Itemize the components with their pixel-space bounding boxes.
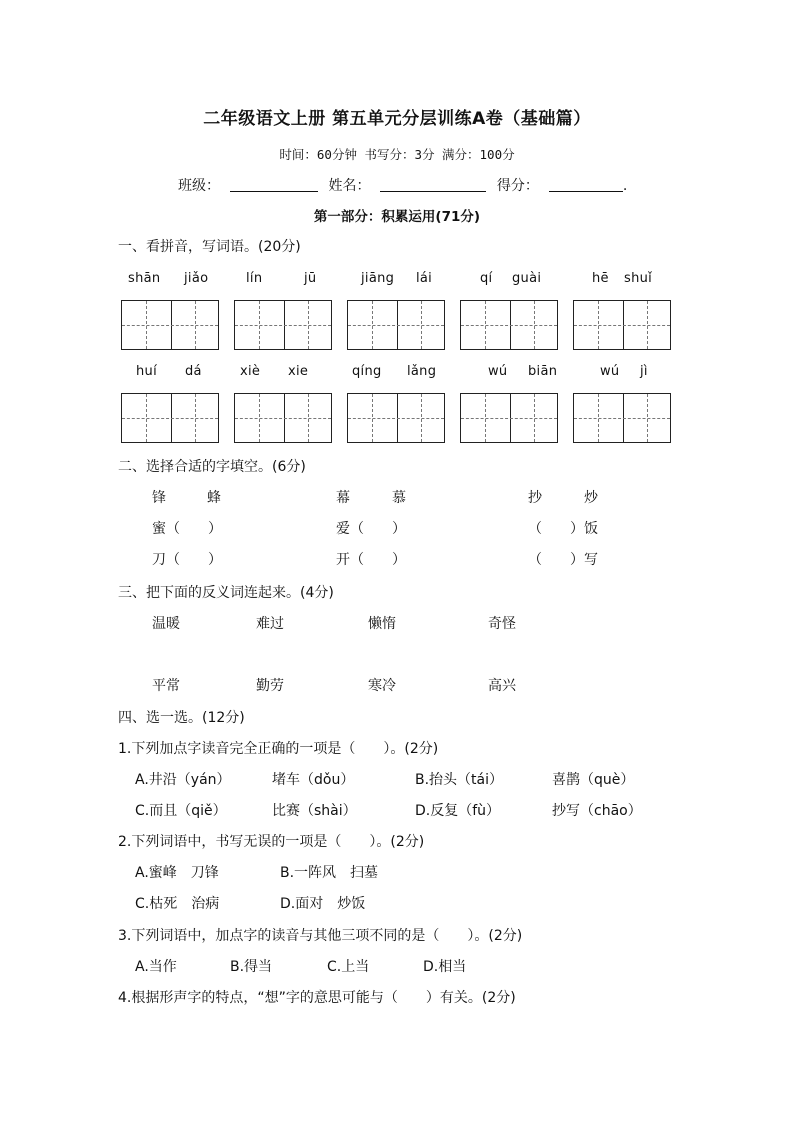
char-option: 幕 (336, 490, 350, 506)
option[interactable]: B.得当 (230, 959, 273, 975)
pinyin-8a: qíng (352, 364, 382, 379)
writing-box[interactable] (121, 300, 219, 350)
option[interactable]: D.反复（fù） (415, 803, 501, 819)
option[interactable]: A.蜜峰 刀锋 (135, 865, 219, 881)
pinyin-9b: biān (528, 364, 558, 379)
writing-box[interactable] (573, 393, 671, 443)
section1-heading: 一、看拼音，写词语。(20分) (118, 239, 301, 255)
pinyin-3b: lái (416, 271, 433, 286)
char-option: 抄 (528, 490, 542, 506)
pinyin-10a: wú (600, 364, 620, 379)
section2-heading: 二、选择合适的字填空。(6分) (118, 459, 306, 475)
pinyin-4a: qí (480, 271, 493, 286)
option[interactable]: D.面对 炒饭 (280, 896, 366, 912)
section3-heading: 三、把下面的反义词连起来。(4分) (118, 585, 334, 601)
char-option: 锋 (152, 490, 166, 506)
pinyin-2b: jū (304, 271, 317, 286)
fill-blank[interactable]: （ ）饭 (528, 521, 598, 537)
char-option: 慕 (392, 490, 406, 506)
class-field[interactable] (230, 177, 318, 192)
student-info-row (178, 175, 627, 195)
writing-box[interactable] (460, 393, 558, 443)
name-label: 姓名： (328, 178, 371, 194)
option[interactable]: C.而且（qiě） (135, 803, 227, 819)
exam-meta: 时间：60分钟 书写分：3分 满分：100分 (279, 147, 515, 162)
option[interactable]: 抄写（chāo） (552, 803, 642, 819)
question-4: 4.根据形声字的特点，“想”字的意思可能与（ ）有关。(2分) (118, 990, 516, 1006)
pinyin-9a: wú (488, 364, 508, 379)
option[interactable]: D.相当 (423, 959, 467, 975)
pinyin-5a: hē (592, 271, 609, 286)
option[interactable]: 堵车（dǒu） (272, 772, 355, 788)
antonym-top[interactable]: 懒惰 (368, 616, 396, 632)
option[interactable]: A.当作 (135, 959, 177, 975)
page-title: 二年级语文上册 第五单元分层训练A卷（基础篇） (203, 109, 591, 129)
trailing-dot: . (622, 178, 628, 194)
antonym-top[interactable]: 温暖 (152, 616, 180, 632)
fill-blank[interactable]: （ ）写 (528, 552, 598, 568)
writing-box[interactable] (234, 393, 332, 443)
option[interactable]: C.上当 (327, 959, 370, 975)
pinyin-6b: dá (185, 364, 202, 379)
class-label: 班级： (178, 178, 220, 194)
pinyin-10b: jì (640, 364, 648, 379)
score-label: 得分： (496, 178, 539, 194)
option[interactable]: C.枯死 治病 (135, 896, 220, 912)
pinyin-7b: xie (288, 364, 309, 379)
name-field[interactable] (380, 177, 486, 192)
antonym-bottom[interactable]: 勤劳 (256, 678, 284, 694)
section4-heading: 四、选一选。(12分) (118, 710, 245, 726)
score-field[interactable] (549, 177, 623, 192)
pinyin-2a: lín (246, 271, 263, 286)
writing-box[interactable] (347, 393, 445, 443)
writing-box[interactable] (347, 300, 445, 350)
writing-box[interactable] (121, 393, 219, 443)
char-option: 蜂 (207, 490, 221, 506)
pinyin-1a: shān (128, 271, 161, 286)
pinyin-3a: jiāng (361, 271, 395, 286)
pinyin-8b: lǎng (407, 364, 437, 379)
writing-box[interactable] (460, 300, 558, 350)
antonym-bottom[interactable]: 高兴 (488, 678, 516, 694)
option[interactable]: B.一阵风 扫墓 (280, 865, 379, 881)
char-option: 炒 (584, 490, 598, 506)
part-one-title: 第一部分：积累运用(71分) (313, 209, 481, 225)
fill-blank[interactable]: 蜜（ ） (152, 521, 222, 537)
fill-blank[interactable]: 刀（ ） (152, 552, 222, 568)
writing-box[interactable] (234, 300, 332, 350)
option[interactable]: 喜鹊（què） (552, 772, 635, 788)
antonym-top[interactable]: 奇怪 (488, 616, 516, 632)
option[interactable]: 比赛（shài） (272, 803, 357, 819)
writing-box[interactable] (573, 300, 671, 350)
pinyin-4b: guài (512, 271, 542, 286)
pinyin-6a: huí (136, 364, 157, 379)
fill-blank[interactable]: 爱（ ） (336, 521, 406, 537)
fill-blank[interactable]: 开（ ） (336, 552, 406, 568)
antonym-bottom[interactable]: 寒冷 (368, 678, 396, 694)
option[interactable]: B.抬头（tái） (415, 772, 504, 788)
question-3: 3.下列词语中，加点字的读音与其他三项不同的是（ ）。(2分) (118, 928, 523, 944)
question-2: 2.下列词语中，书写无误的一项是（ ）。(2分) (118, 834, 425, 850)
pinyin-7a: xiè (240, 364, 261, 379)
question-1: 1.下列加点字读音完全正确的一项是（ ）。(2分) (118, 741, 439, 757)
pinyin-1b: jiǎo (184, 271, 209, 286)
antonym-bottom[interactable]: 平常 (152, 678, 180, 694)
antonym-top[interactable]: 难过 (256, 616, 284, 632)
pinyin-5b: shuǐ (624, 271, 653, 286)
option[interactable]: A.井沿（yán） (135, 772, 231, 788)
